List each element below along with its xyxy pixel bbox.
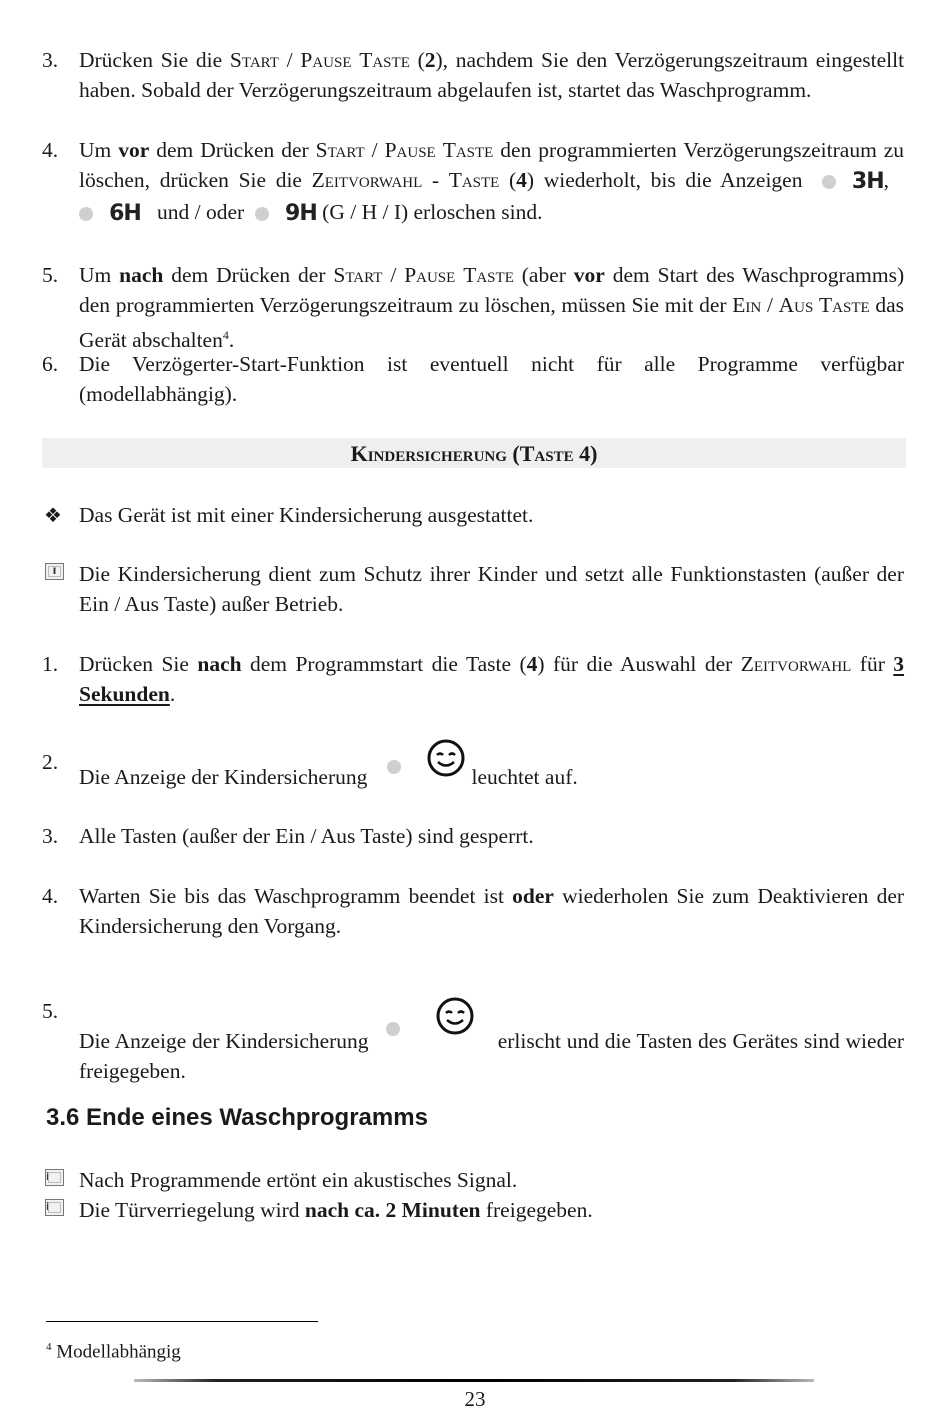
- list-item-lock-2: 2. Die Anzeige der Kindersicherung leuchtet auf.: [42, 738, 904, 801]
- indicator-dot-icon: [386, 1022, 400, 1036]
- child-lock-smiley-icon: [435, 996, 475, 1036]
- page-number: 23: [464, 1387, 486, 1411]
- list-item-delay-4: 4. Um vor dem Drücken der Start / Pause Taste den programmierten Verzögerungszeitraum zu löschen, drücken Sie die Zeitvorwahl - Taste (4) wiederholt, bis die Anzeigen 3H , 6H und / oder 9H (G / H / I) erloschen sind.: [42, 135, 904, 229]
- indicator-9h: 9H: [255, 199, 317, 229]
- list-number: 5.: [42, 999, 59, 1023]
- footnote-divider: [46, 1321, 318, 1322]
- list-number: 3.: [42, 824, 59, 848]
- info-icon: i: [45, 563, 64, 580]
- list-item-lock-3: 3. Alle Tasten (außer der Ein / Aus Taste) sind gesperrt.: [42, 821, 904, 851]
- list-number: 1.: [42, 652, 59, 676]
- indicator-6h: 6H: [79, 199, 141, 229]
- child-lock-smiley-icon: [426, 738, 466, 778]
- list-item-delay-5: 5. Um nach dem Drücken der Start / Pause Taste (aber vor dem Start des Waschprogramms) den programmierten Verzögerungszeitraum zu löschen, müssen Sie mit der Ein / Aus Taste das Gerät abschalten$^4$.: [42, 260, 904, 355]
- list-number: 5.: [42, 263, 59, 287]
- indicator-dot-icon: [387, 760, 401, 774]
- list-item-lock-1: 1. Drücken Sie nach dem Programmstart die Taste (4) für die Auswahl der Zeitvorwahl für 3 Sekunden.: [42, 649, 904, 709]
- info-note-signal: i Nach Programmende ertönt ein akustisches Signal.: [46, 1168, 518, 1192]
- list-number: 4.: [42, 138, 59, 162]
- list-number: 4.: [42, 884, 59, 908]
- info-icon: i: [45, 1199, 64, 1216]
- info-icon: i: [45, 1169, 64, 1186]
- list-item-delay-6: 6. Die Verzögerter-Start-Funktion ist eventuell nicht für alle Programme verfügbar (modellabhängig).: [42, 349, 904, 409]
- list-number: 3.: [42, 48, 59, 72]
- info-note-door: i Die Türverriegelung wird nach ca. 2 Minuten freigegeben.: [46, 1198, 593, 1222]
- list-item-delay-3: 3. Drücken Sie die Start / Pause Taste (2), nachdem Sie den Verzögerungszeitraum eingestellt haben. Sobald der Verzögerungszeitraum abgelaufen ist, startet das Waschprogramm.: [42, 45, 904, 105]
- list-item-lock-4: 4. Warten Sie bis das Waschprogramm beendet ist oder wiederholen Sie zum Deaktivieren der Kindersicherung den Vorgang.: [42, 881, 904, 941]
- section-heading-kindersicherung: Kindersicherung (Taste 4): [42, 438, 906, 468]
- diamond-bullet-icon: ❖: [44, 503, 62, 527]
- list-number: 2.: [42, 750, 59, 774]
- indicator-dot-icon: [79, 207, 93, 221]
- indicator-dot-icon: [255, 207, 269, 221]
- info-note: i Die Kindersicherung dient zum Schutz ihrer Kinder und setzt alle Funktionstasten (außer der Ein / Aus Taste) außer Betrieb.: [42, 559, 904, 619]
- footer-divider: [134, 1379, 814, 1382]
- list-number: 6.: [42, 352, 59, 376]
- section-heading-3-6: 3.6 Ende eines Waschprogramms: [46, 1104, 428, 1131]
- list-item-lock-5: 5. Die Anzeige der Kindersicherung erlischt und die Tasten des Gerätes sind wieder freigegeben.: [42, 996, 904, 1086]
- indicator-3h: 3H: [822, 167, 884, 197]
- footnote: $^4$ Modellabhängig: [46, 1341, 181, 1363]
- indicator-dot-icon: [822, 175, 836, 189]
- bullet-item: ❖ Das Gerät ist mit einer Kindersicherung ausgestattet.: [42, 500, 904, 530]
- footnote-ref: 4: [222, 328, 229, 342]
